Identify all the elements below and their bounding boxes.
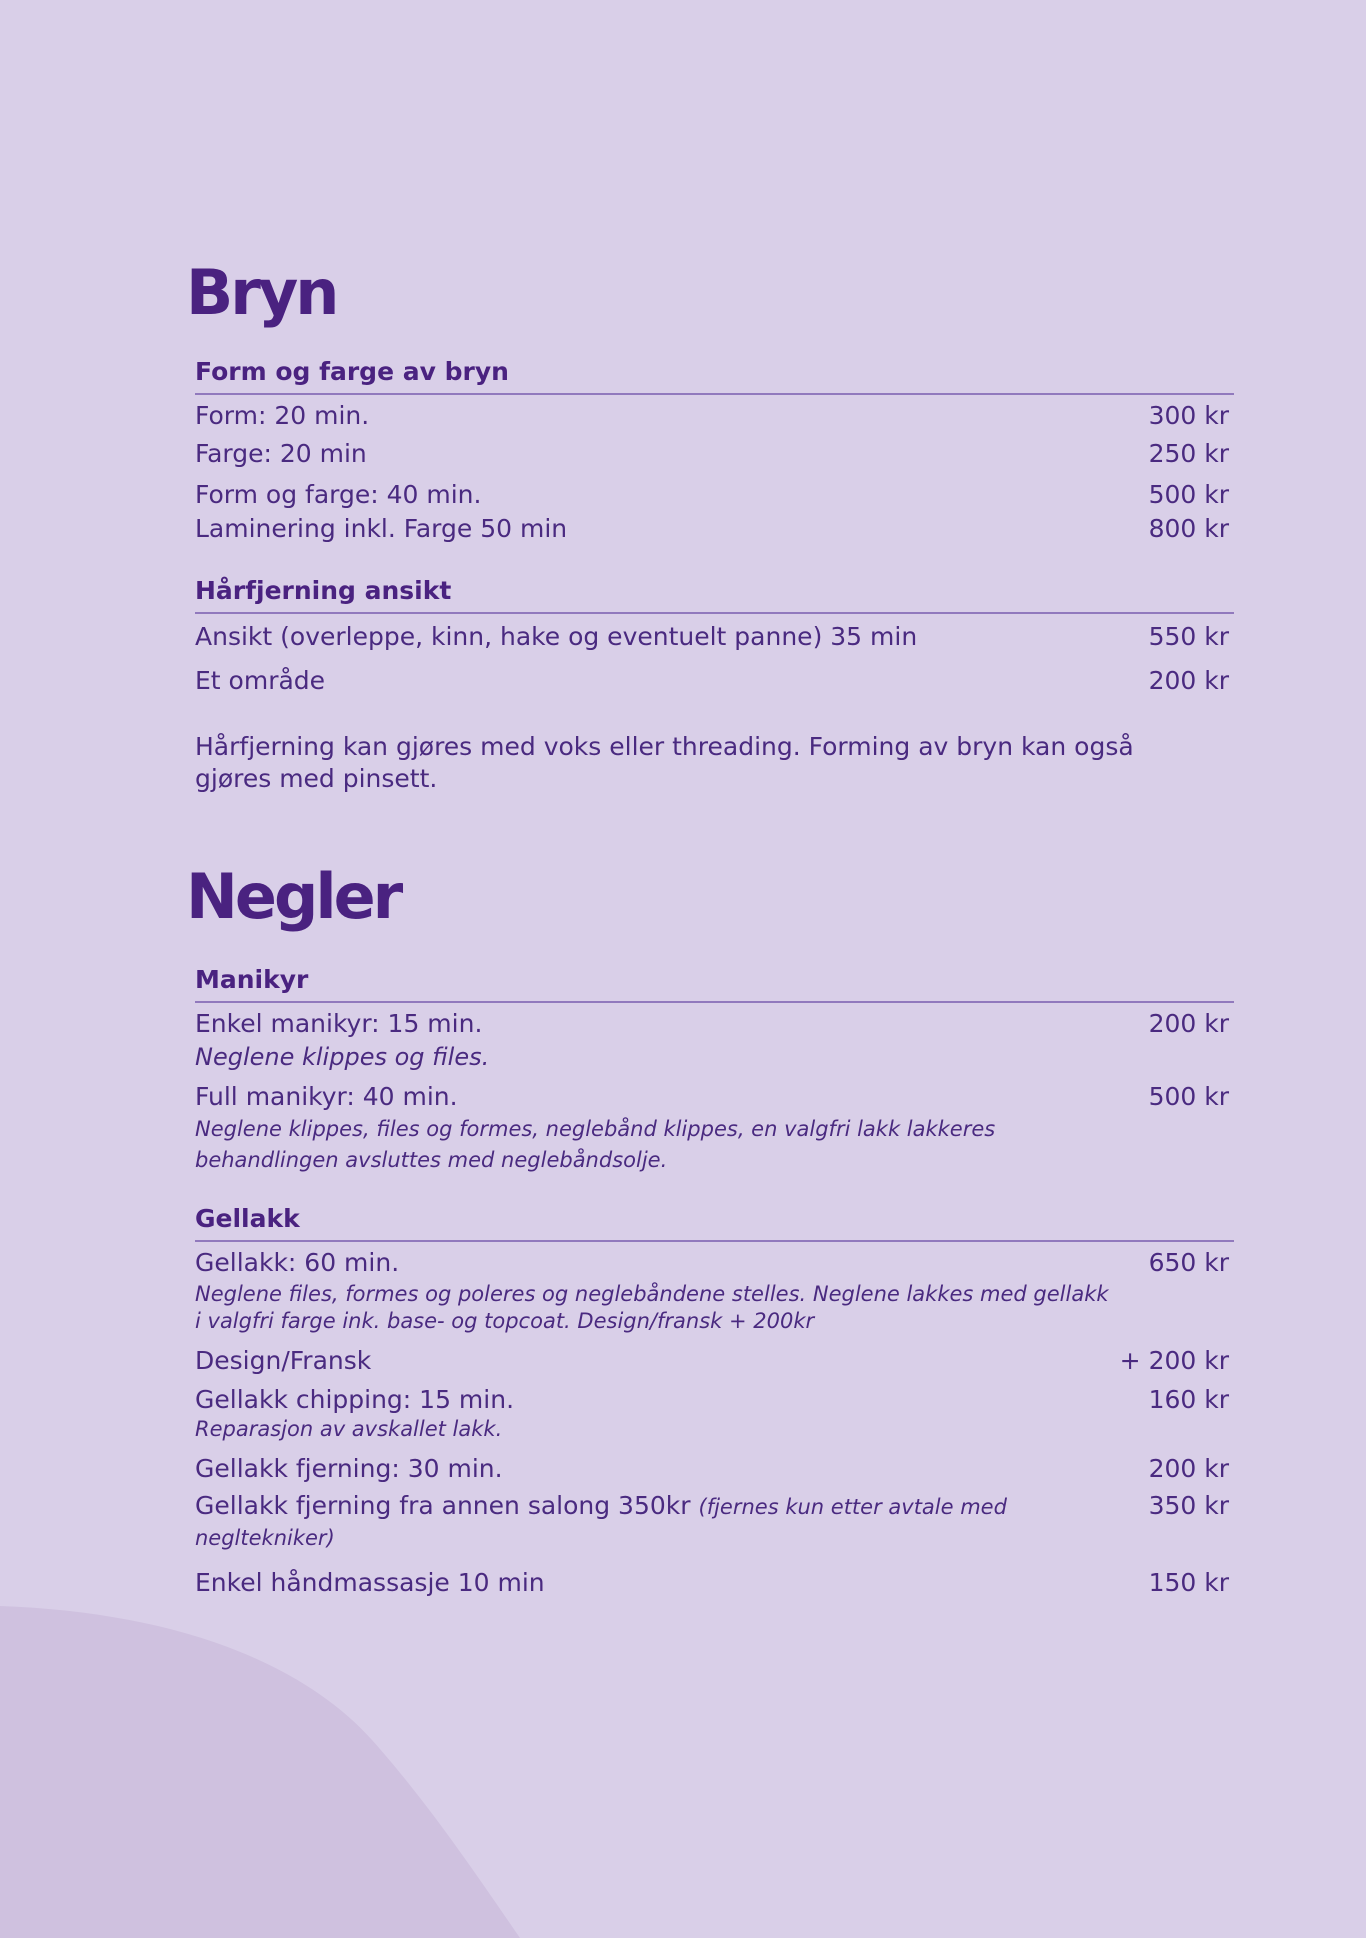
- service-price: + 200 kr: [1119, 1346, 1229, 1375]
- service-label: Design/Fransk: [195, 1346, 372, 1375]
- price-row: [195, 1565, 1229, 1601]
- price-row: [195, 1343, 1229, 1379]
- service-description: Neglene klippes, files og formes, neglebånd klippes, en valgfri lakk lakkeres behandlingen avsluttes med neglebåndsolje.: [195, 1117, 996, 1172]
- service-label: Farge: 20 min: [195, 439, 367, 468]
- service-price: 550 kr: [1148, 622, 1229, 651]
- price-row: [195, 1245, 1229, 1281]
- service-label: [195, 1491, 1129, 1553]
- price-row: [195, 474, 1229, 512]
- harfjerning-heading: Hårfjerning ansikt: [195, 573, 1234, 614]
- bryn-note: Hårfjerning kan gjøres med voks eller threading. Forming av bryn kan også gjøres med pinsett.: [195, 732, 1134, 793]
- service-label: Form og farge: 40 min.: [195, 480, 482, 509]
- service-label: Ansikt (overleppe, kinn, hake og eventuelt panne) 35 min: [195, 622, 918, 651]
- price-row: [195, 398, 1229, 434]
- service-label: Enkel manikyr: 15 min.: [195, 1009, 483, 1038]
- price-row: [195, 1491, 1229, 1553]
- service-description: Neglene files, formes og poleres og neglebåndene stelles. Neglene lakkes med gellakk i valgfri farge ink. base- og topcoat. Design/fransk + 200kr: [195, 1282, 1109, 1333]
- service-label: Gellakk chipping: 15 min.: [195, 1385, 515, 1414]
- service-price: 200 kr: [1148, 1009, 1229, 1038]
- form-farge-heading: Form og farge av bryn: [195, 354, 1234, 395]
- service-price: 200 kr: [1148, 1454, 1229, 1483]
- service-price: 150 kr: [1148, 1568, 1229, 1597]
- service-label: Laminering inkl. Farge 50 min: [195, 514, 568, 543]
- service-price: 160 kr: [1148, 1385, 1229, 1414]
- service-label: Gellakk: 60 min.: [195, 1248, 400, 1277]
- section-title-negler: Negler: [186, 860, 401, 933]
- service-description: Neglene klippes og files.: [195, 1043, 490, 1071]
- service-price: 200 kr: [1148, 666, 1229, 695]
- service-label: Et område: [195, 666, 326, 695]
- gellakk-heading: Gellakk: [195, 1201, 1234, 1242]
- service-price: 250 kr: [1148, 439, 1229, 468]
- price-row: [195, 1383, 1229, 1417]
- price-row: [195, 1451, 1229, 1487]
- gellakk-section: [195, 1201, 1229, 1601]
- manikyr-section: [195, 962, 1229, 1176]
- service-label-text: Gellakk fjerning fra annen salong 350kr: [195, 1491, 691, 1520]
- service-label-note: negltekniker): [195, 1526, 335, 1550]
- price-row: [195, 661, 1229, 701]
- service-price: 500 kr: [1148, 480, 1229, 509]
- service-label: Full manikyr: 40 min.: [195, 1082, 458, 1111]
- service-description: Reparasjon av avskallet lakk.: [195, 1417, 503, 1441]
- service-price: 500 kr: [1148, 1082, 1229, 1111]
- service-price: 800 kr: [1148, 514, 1229, 543]
- service-price: 350 kr: [1148, 1491, 1229, 1520]
- service-price: 650 kr: [1148, 1248, 1229, 1277]
- service-label-note: (fjernes kun etter avtale med: [698, 1495, 1007, 1519]
- service-label: Enkel håndmassasje 10 min: [195, 1568, 545, 1597]
- section-title-bryn: Bryn: [186, 256, 337, 329]
- price-row: [195, 434, 1229, 474]
- harfjerning-section: [195, 573, 1229, 701]
- price-row: [195, 617, 1229, 661]
- service-label: Gellakk fjerning: 30 min.: [195, 1454, 503, 1483]
- price-row: [195, 1006, 1229, 1042]
- service-price: 300 kr: [1148, 401, 1229, 430]
- manikyr-heading: Manikyr: [195, 962, 1234, 1003]
- service-label: Form: 20 min.: [195, 401, 370, 430]
- form-farge-section: [195, 354, 1229, 546]
- price-row: [195, 512, 1229, 546]
- price-row: [195, 1080, 1229, 1114]
